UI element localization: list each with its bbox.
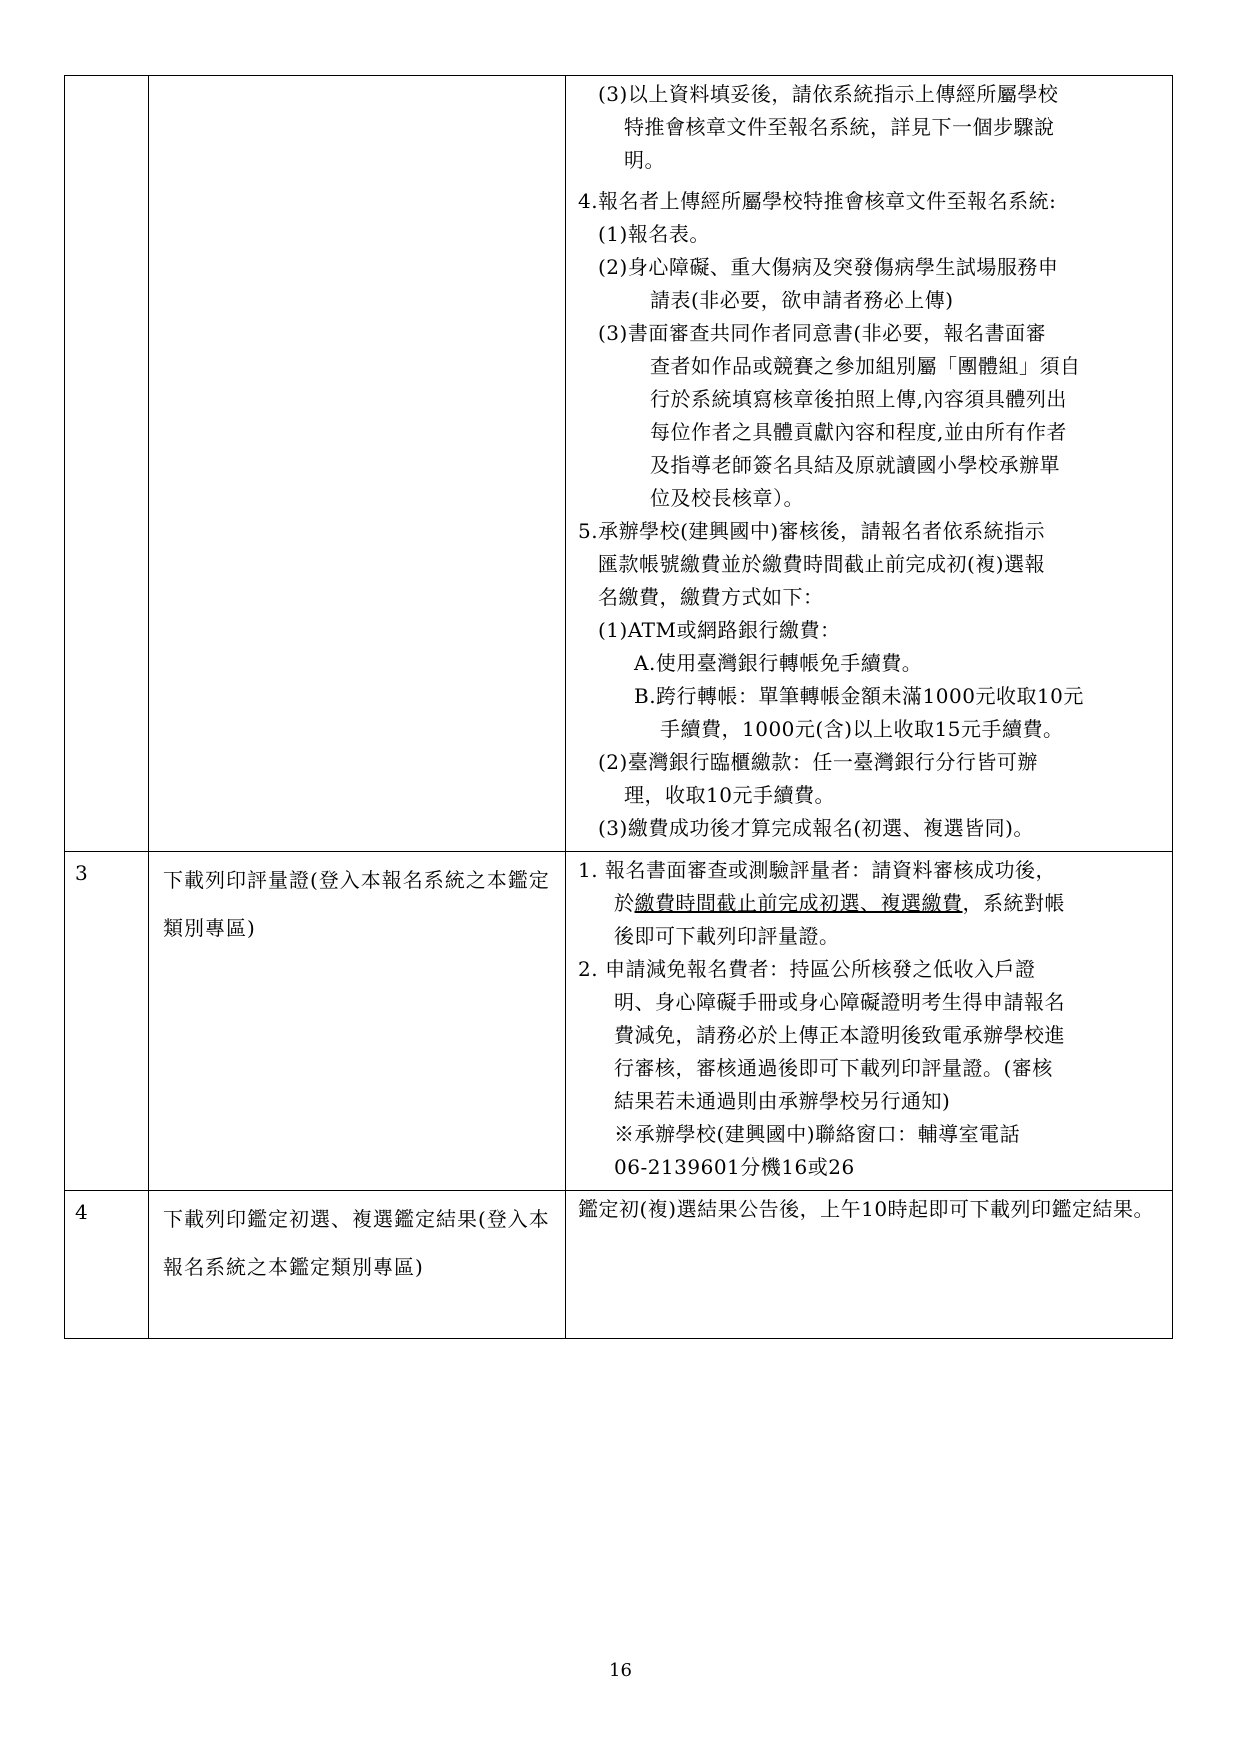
desc-line: B.跨行轉帳：單筆轉帳金額未滿1000元收取10元 (634, 684, 1084, 708)
step-description-cell (566, 1191, 1173, 1339)
desc-line: 特推會核章文件至報名系統，詳見下一個步驟說 (624, 115, 1055, 139)
step-description-cell (566, 852, 1173, 1191)
desc-line: (2)身心障礙、重大傷病及突發傷病學生試場服務申 (598, 255, 1059, 279)
desc-line: 2. 申請減免報名費者：持區公所核發之低收入戶證 (578, 957, 1036, 981)
page-number: 16 (609, 1660, 632, 1681)
desc-line (578, 887, 1164, 920)
desc-line: 1. 報名書面審查或測驗評量者：請資料審核成功後， (578, 858, 1056, 882)
desc-line: 查者如作品或競賽之參加組別屬「團體組」須自 (650, 354, 1081, 378)
step-description: 鑑定初(複)選結果公告後，上午10時起即可下載列印鑑定結果。 (578, 1197, 1155, 1221)
desc-line: A.使用臺灣銀行轉帳免手續費。 (634, 651, 923, 675)
desc-line: 手續費，1000元(含)以上收取15元手續費。 (660, 717, 1064, 741)
desc-line: 匯款帳號繳費並於繳費時間截止前完成初(複)選報 (598, 552, 1046, 576)
step-name-cell (149, 76, 566, 852)
desc-line: 後即可下載列印評量證。 (614, 924, 840, 948)
desc-line: 請表(非必要，欲申請者務必上傳) (650, 288, 954, 312)
desc-line: 每位作者之具體貢獻內容和程度,並由所有作者 (650, 420, 1067, 444)
desc-line: 明。 (624, 148, 665, 172)
step-name: 下載列印評量證(登入本報名系統之本鑑定類別專區) (163, 868, 550, 940)
desc-text: ，系統對帳 (962, 891, 1065, 915)
desc-line: (3)以上資料填妥後，請依系統指示上傳經所屬學校 (598, 82, 1059, 106)
step-description-cell (566, 76, 1173, 852)
table-row-continued (65, 76, 1173, 852)
desc-line: 行於系統填寫核章後拍照上傳,內容須具體列出 (650, 387, 1067, 411)
desc-text: 於 (614, 891, 635, 915)
desc-line: 費減免，請務必於上傳正本證明後致電承辦學校進 (614, 1023, 1065, 1047)
desc-line: (3)書面審查共同作者同意書(非必要，報名書面審 (598, 321, 1047, 345)
desc-line: 明、身心障礙手冊或身心障礙證明考生得申請報名 (614, 990, 1065, 1014)
step-description (566, 852, 1172, 1190)
desc-line: 理，收取10元手續費。 (624, 783, 835, 807)
continued-description (566, 76, 1172, 851)
desc-line: 4.報名者上傳經所屬學校特推會核章文件至報名系統: (578, 189, 1057, 213)
step-name-cell (149, 1191, 566, 1339)
desc-line: 行審核，審核通過後即可下載列印評量證。(審核 (614, 1056, 1053, 1080)
desc-line: 及指導老師簽名具結及原就讀國小學校承辦單 (650, 453, 1060, 477)
desc-line: 結果若未通過則由承辦學校另行通知) (614, 1089, 951, 1113)
desc-line: 5.承辦學校(建興國中)審核後，請報名者依系統指示 (578, 519, 1046, 543)
step-number-cell (65, 76, 149, 852)
table-row-3 (65, 852, 1173, 1191)
desc-line: 名繳費，繳費方式如下： (598, 585, 824, 609)
paragraph-gap (578, 177, 1164, 185)
desc-line: 位及校長核章）。 (650, 486, 804, 510)
procedure-table (64, 75, 1173, 1339)
step-number: 3 (75, 861, 88, 885)
desc-line: (1)報名表。 (598, 222, 710, 246)
contact-phone: 06-2139601分機16或26 (614, 1155, 855, 1179)
step-name-cell (149, 852, 566, 1191)
step-number-cell (65, 852, 149, 1191)
desc-line: (3)繳費成功後才算完成報名(初選、複選皆同)。 (598, 816, 1034, 840)
desc-line: (2)臺灣銀行臨櫃繳款：任一臺灣銀行分行皆可辦 (598, 750, 1038, 774)
underlined-deadline-text: 繳費時間截止前完成初選、複選繳費 (634, 891, 963, 915)
step-number-cell (65, 1191, 149, 1339)
contact-note: ※承辦學校(建興國中)聯絡窗口：輔導室電話 (614, 1122, 1021, 1146)
step-name: 下載列印鑑定初選、複選鑑定結果(登入本報名系統之本鑑定類別專區) (163, 1207, 550, 1279)
table-row-4 (65, 1191, 1173, 1339)
desc-line: (1)ATM或網路銀行繳費： (598, 618, 841, 642)
step-number: 4 (75, 1200, 88, 1224)
